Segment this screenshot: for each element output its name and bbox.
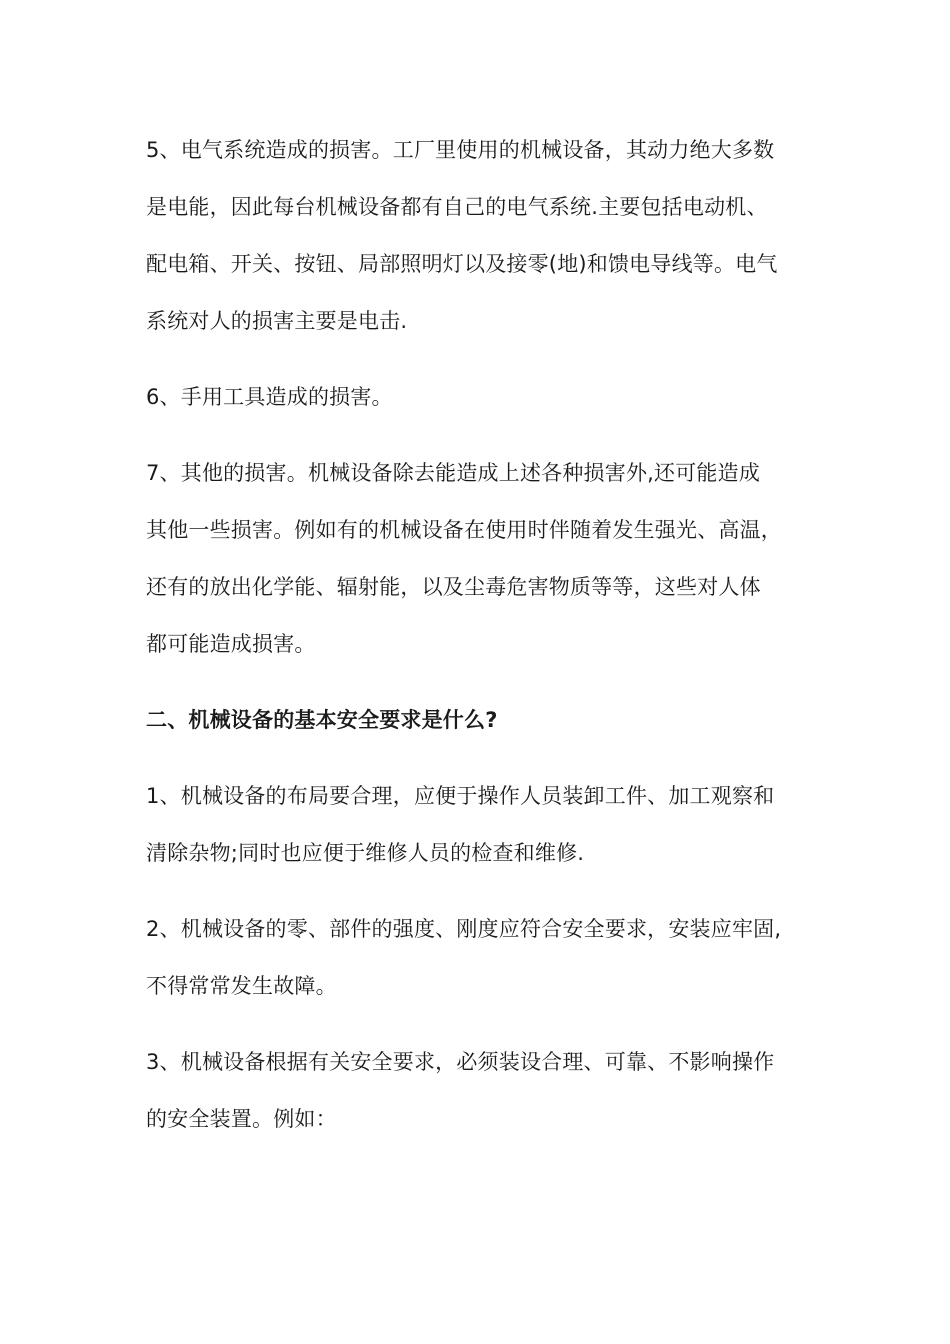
text-line: 其他一些损害。例如有的机械设备在使用时伴随着发生强光、高温，: [146, 518, 782, 542]
text-line: 1、机械设备的布局要合理，应便于操作人员装卸工件、加工观察和: [146, 784, 775, 808]
text-line: 6、手用工具造成的损害。: [146, 385, 393, 409]
text-line: 2、机械设备的零、部件的强度、刚度应符合安全要求，安装应牢固,: [146, 917, 782, 941]
text-line: 5、电气系统造成的损害。工厂里使用的机械设备，其动力绝大多数: [146, 138, 775, 162]
text-line: 系统对人的损害主要是电击.: [146, 309, 408, 333]
text-line: 不得常常发生故障。: [146, 974, 337, 998]
text-line: 的安全装置。例如：: [146, 1107, 337, 1131]
section-heading: 二、机械设备的基本安全要求是什么?: [146, 708, 498, 732]
text-line: 3、机械设备根据有关安全要求，必须装设合理、可靠、不影响操作: [146, 1050, 775, 1074]
text-line: 清除杂物;同时也应便于维修人员的检查和维修.: [146, 841, 585, 865]
text-line: 都可能造成损害。: [146, 632, 316, 656]
text-line: 7、其他的损害。机械设备除去能造成上述各种损害外,还可能造成: [146, 461, 761, 485]
text-line: 配电箱、开关、按钮、局部照明灯以及接零(地)和馈电导线等。电气: [146, 252, 778, 276]
text-line: 还有的放出化学能、辐射能，以及尘毒危害物质等等，这些对人体: [146, 575, 761, 599]
text-line: 是电能，因此每台机械设备都有自己的电气系统.主要包括电动机、: [146, 195, 768, 219]
